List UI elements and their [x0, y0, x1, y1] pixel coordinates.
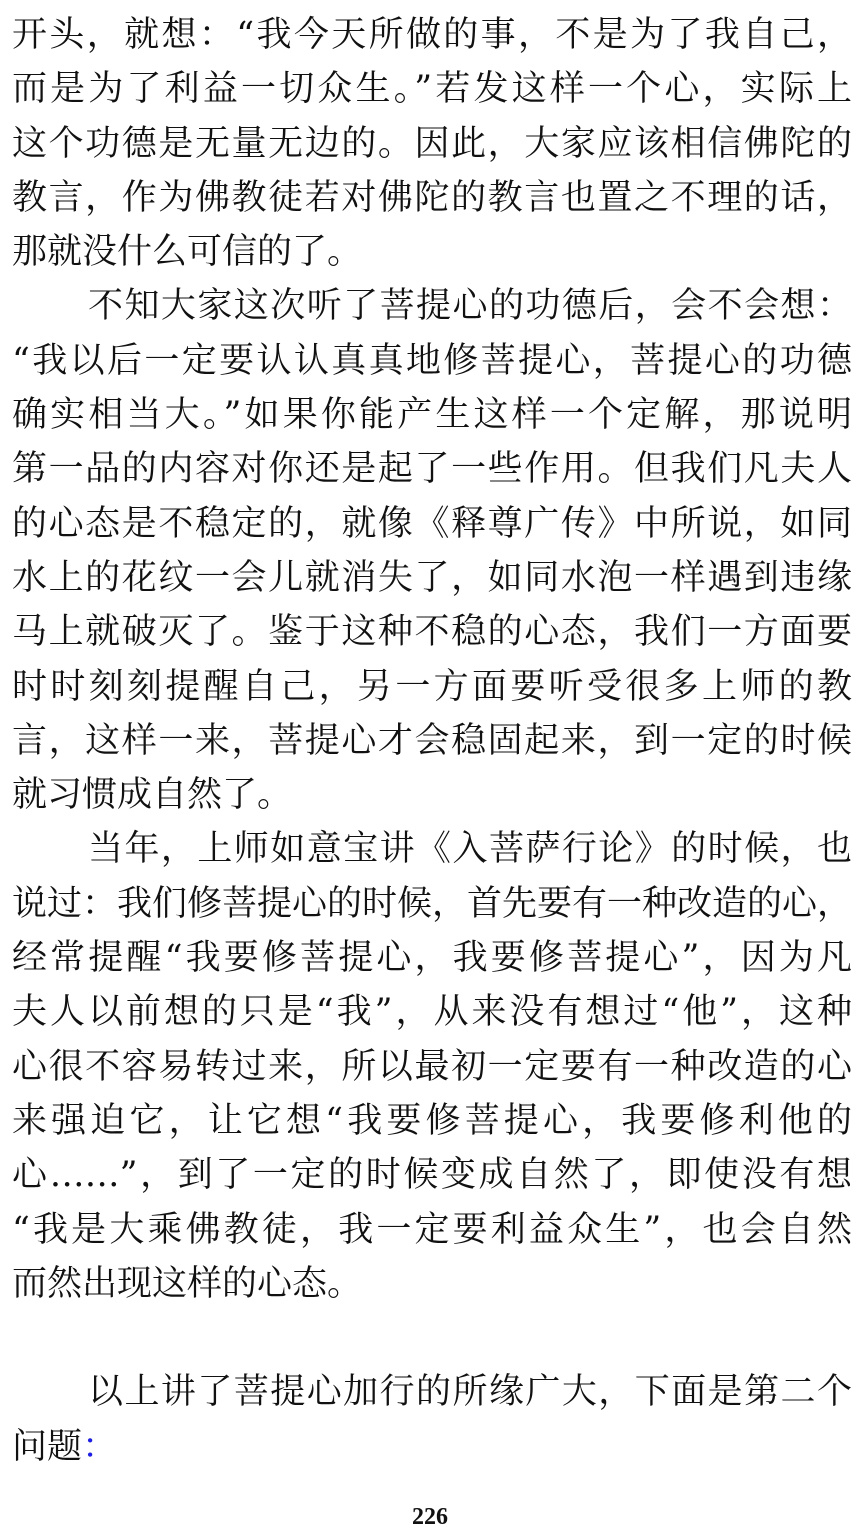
text-line: 这个功德是无量无边的。因此，大家应该相信佛陀的 [12, 123, 852, 164]
text-line: 时时刻刻提醒自己，另一方面要听受很多上师的教 [12, 666, 852, 707]
text-line: 教言，作为佛教徒若对佛陀的教言也置之不理的话， [12, 177, 852, 218]
text-line: 不知大家这次听了菩提心的功德后，会不会想： [88, 286, 852, 327]
trailing-colon: ： [82, 1426, 118, 1467]
text-line: 以上讲了菩提心加行的所缘广大，下面是第二个 [88, 1372, 852, 1413]
text-line-content: 问题 [12, 1426, 83, 1467]
text-line: 水上的花纹一会儿就消失了，如同水泡一样遇到违缘 [12, 557, 852, 598]
body-text [12, 8, 852, 1474]
text-line: 就习惯成自然了。 [12, 775, 293, 816]
text-line: 心很不容易转过来，所以最初一定要有一种改造的心 [12, 1046, 852, 1087]
text-line: 心……”，到了一定的时候变成自然了，即使没有想 [12, 1155, 852, 1196]
text-line: 当年，上师如意宝讲《入菩萨行论》的时候，也 [88, 829, 852, 870]
page-number: 226 [412, 1504, 448, 1530]
text-line: 经常提醒“我要修菩提心，我要修菩提心”，因为凡 [12, 938, 852, 979]
text-line: 而是为了利益一切众生。”若发这样一个心，实际上 [12, 69, 852, 110]
text-line: 言，这样一来，菩提心才会稳固起来，到一定的时候 [12, 720, 852, 761]
text-line: “我是大乘佛教徒，我一定要利益众生”，也会自然 [12, 1209, 852, 1250]
text-line: 说过：我们修菩提心的时候，首先要有一种改造的心， [12, 883, 852, 924]
text-line: 而然出现这样的心态。 [12, 1263, 363, 1304]
text-line: 开头，就想：“我今天所做的事，不是为了我自己， [12, 15, 852, 55]
text-line: “我以后一定要认认真真地修菩提心，菩提心的功德 [12, 340, 852, 381]
text-line: 确实相当大。”如果你能产生这样一个定解，那说明 [12, 395, 852, 436]
text-line: 来强迫它，让它想“我要修菩提心，我要修利他的 [12, 1100, 852, 1141]
text-line: 那就没什么可信的了。 [12, 232, 363, 273]
text-line [12, 1420, 852, 1474]
blank-line [12, 1311, 852, 1365]
text-line: 第一品的内容对你还是起了一些作用。但我们凡夫人 [12, 449, 852, 490]
text-line: 马上就破灭了。鉴于这种不稳的心态，我们一方面要 [12, 612, 852, 653]
text-line: 夫人以前想的只是“我”，从来没有想过“他”，这种 [12, 992, 852, 1033]
text-line: 的心态是不稳定的，就像《释尊广传》中所说，如同 [12, 503, 852, 544]
